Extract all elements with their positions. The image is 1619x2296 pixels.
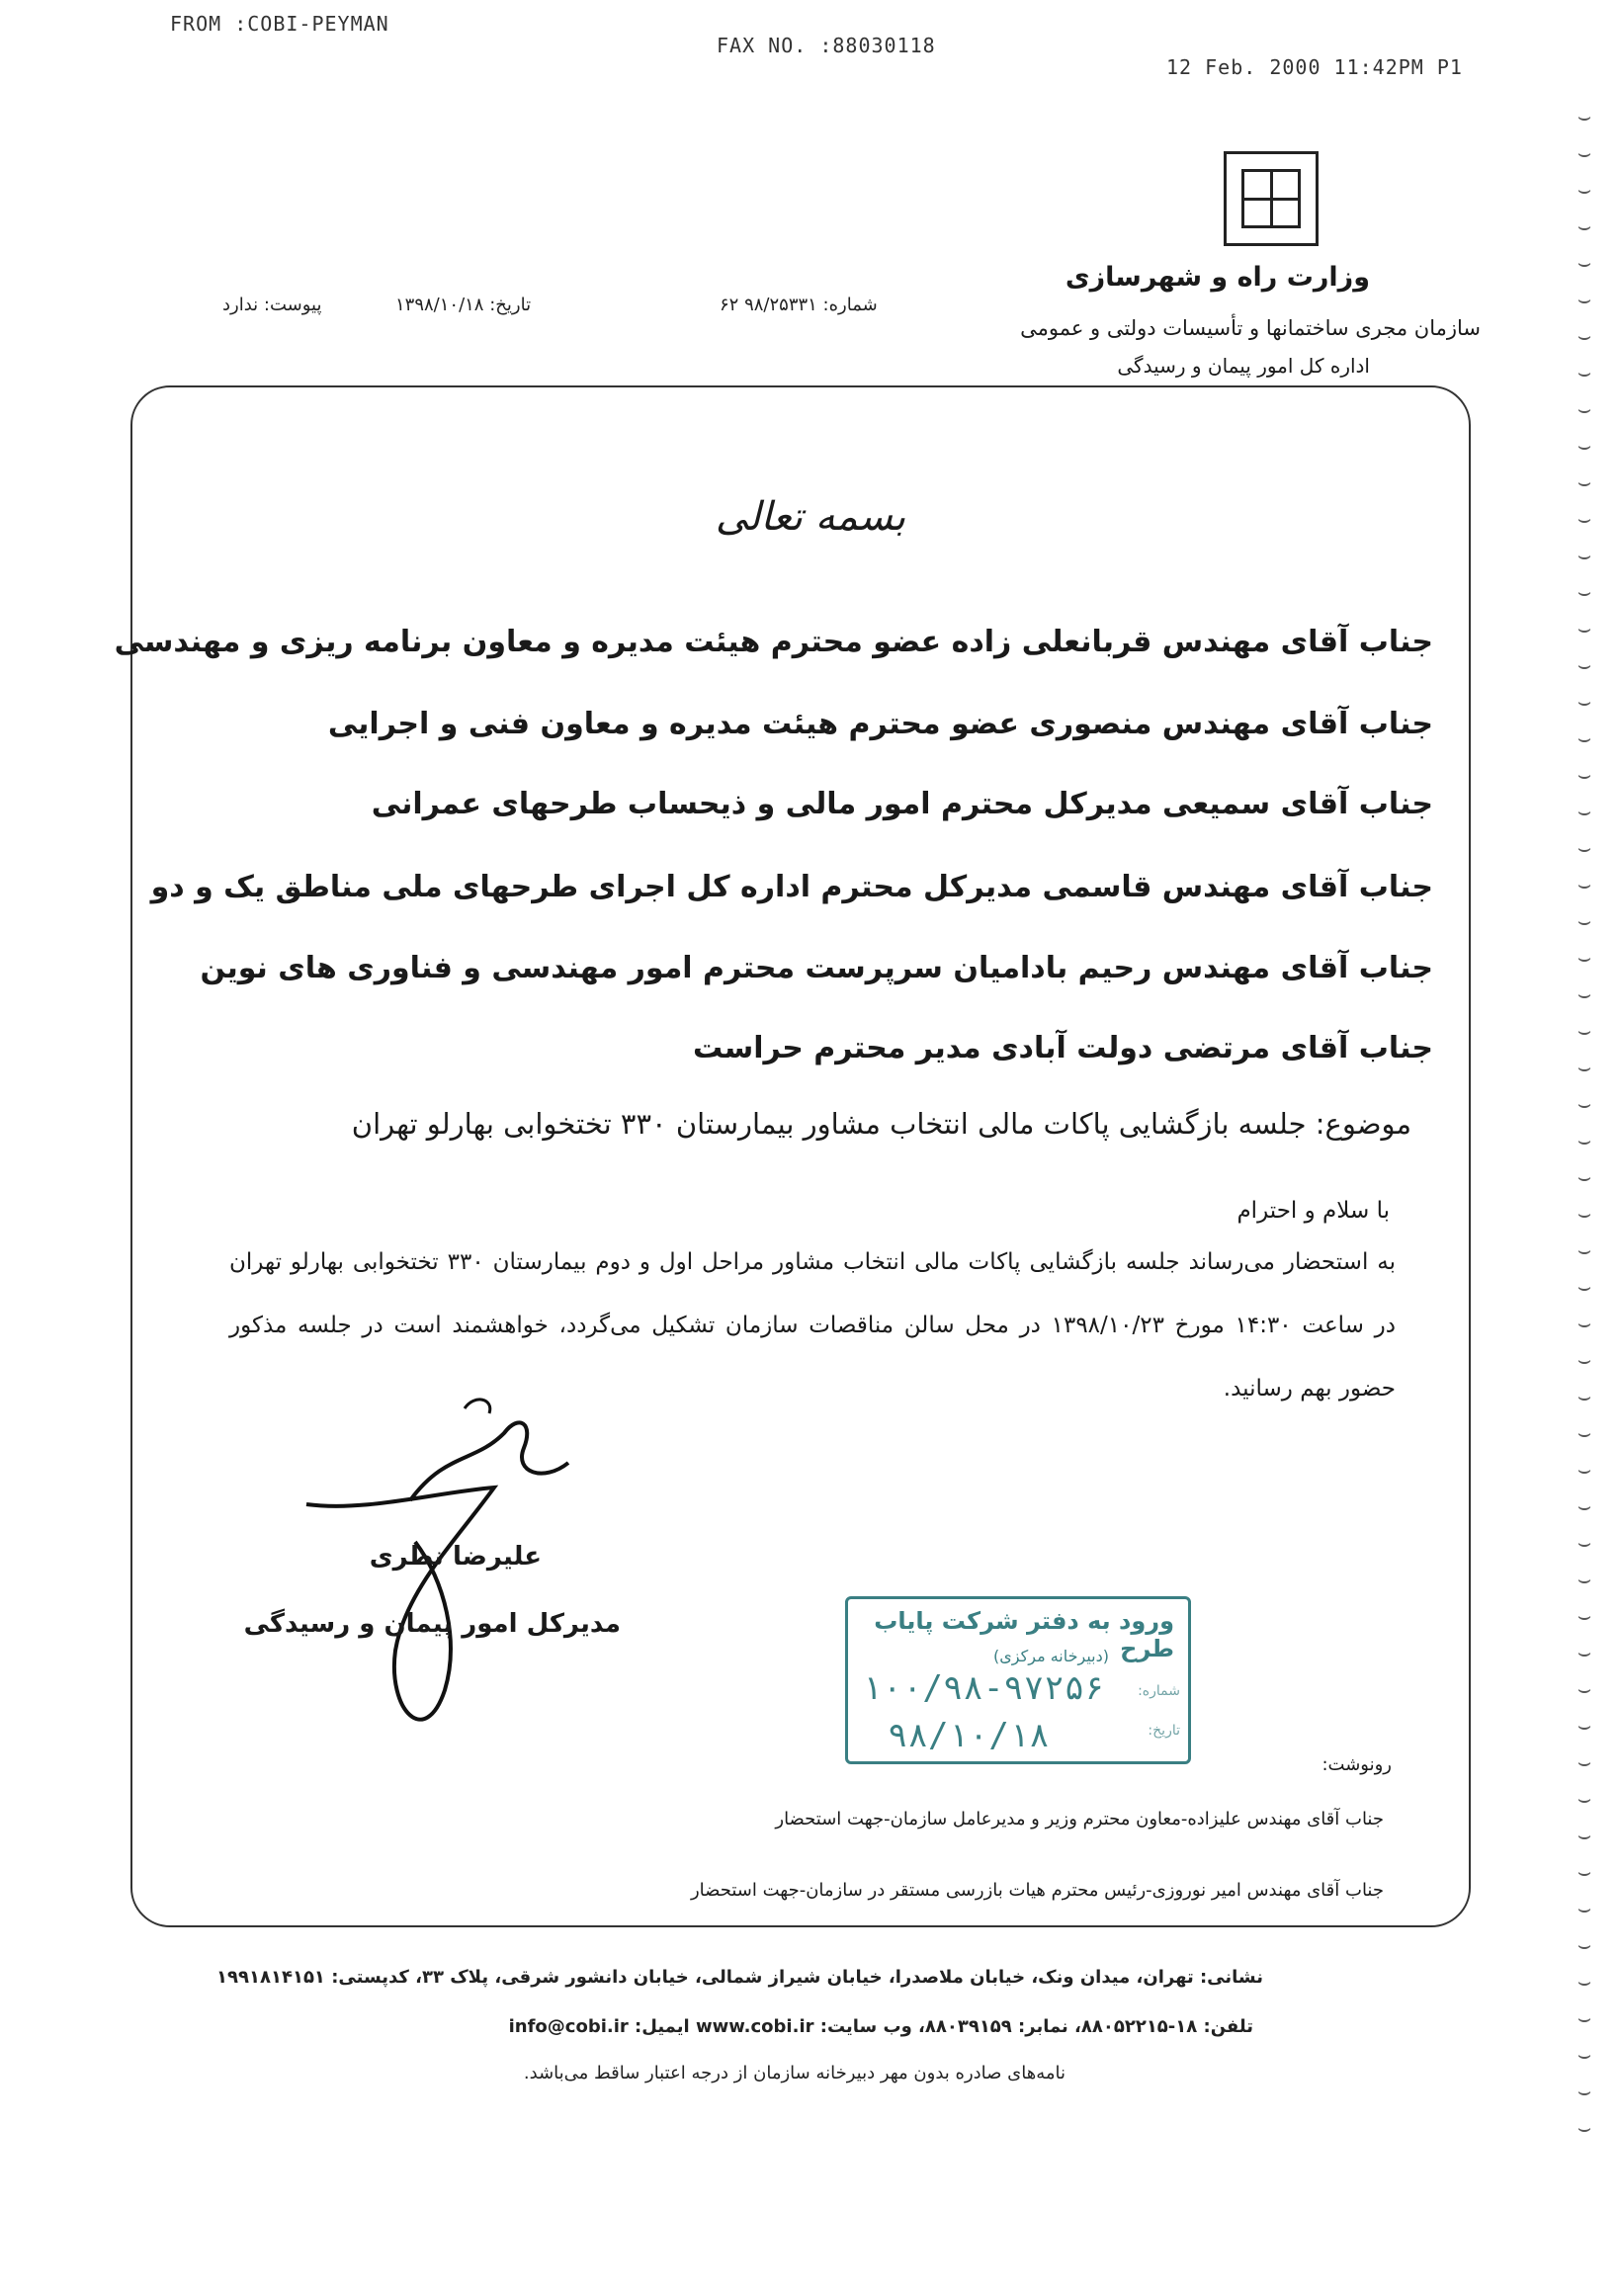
cc-item: جناب آقای مهندس علیزاده-معاون محترم وزیر و مدیرعامل سازمان-جهت استحضار: [775, 1809, 1384, 1829]
fax-timestamp: 12 Feb. 2000 11:42PM P1: [1166, 55, 1463, 79]
ministry-name: وزارت راه و شهرسازی: [1065, 262, 1370, 293]
signatory-title: مدیرکل امور پیمان و رسیدگی: [243, 1609, 621, 1639]
signatory-name: علیرضا نظری: [369, 1542, 542, 1572]
addressee-line: جناب آقای مهندس قاسمی مدیرکل محترم اداره کل اجرای طرحهای ملی مناطق یک و دو: [150, 870, 1433, 904]
fax-edge-marks: ⌣ ⌣ ⌣ ⌣ ⌣ ⌣ ⌣ ⌣ ⌣ ⌣ ⌣ ⌣ ⌣ ⌣ ⌣ ⌣ ⌣ ⌣ ⌣ ⌣ ⌣ ⌣ ⌣ ⌣ ⌣ ⌣ ⌣ ⌣ ⌣ ⌣ ⌣ ⌣ ⌣ ⌣ ⌣ ⌣ ⌣ ⌣ ⌣ ⌣ ⌣ ⌣ ⌣ ⌣ ⌣ ⌣ ⌣ ⌣ ⌣ ⌣ ⌣ ⌣ ⌣ ⌣ ⌣ ⌣: [1576, 105, 1592, 2141]
stamp-number: ۱۰۰/۹۸-۹۷۲۵۶: [862, 1668, 1105, 1708]
received-stamp: [845, 1596, 1191, 1764]
cc-item: جناب آقای مهندس امیر نوروزی-رئیس محترم هیات بازرسی مستقر در سازمان-جهت استحضار: [690, 1880, 1384, 1901]
organization-name: سازمان مجری ساختمانها و تأسیسات دولتی و عمومی: [1020, 316, 1481, 340]
letter-body: به استحضار می‌رساند جلسه بازگشایی پاکات مالی انتخاب مشاور مراحل اول و دوم بیمارستان ۳۳۰ تختخوابی بهارلو تهران در ساعت ۱۴:۳۰ مورخ ۱۳۹۸/۱۰/۲۳ در محل سالن مناقصات سازمان تشکیل می‌گردد، خواهشمند است در جلسه مذکور حضور بهم رسانید.: [229, 1249, 1396, 1402]
fax-number: FAX NO. :88030118: [717, 34, 936, 57]
fax-sender: FROM :COBI-PEYMAN: [170, 12, 389, 36]
addressee-line: جناب آقای سمیعی مدیرکل محترم امور مالی و ذیحساب طرحهای عمرانی: [371, 787, 1433, 821]
stamp-date-label: تاریخ:: [1148, 1723, 1180, 1739]
letter-greeting: با سلام و احترام: [1236, 1198, 1390, 1224]
stamp-subtitle: (دبیرخانه مرکزی): [993, 1647, 1109, 1665]
handwritten-signature: [297, 1394, 613, 1749]
stamp-date: ۹۸/۱۰/۱۸: [888, 1716, 1050, 1755]
addressee-line: جناب آقای مهندس منصوری عضو محترم هیئت مدیره و معاون فنی و اجرایی: [327, 707, 1433, 741]
stamp-number-label: شماره:: [1138, 1683, 1180, 1699]
footer-address: نشانی: تهران، میدان ونک، خیابان ملاصدرا، خیابان شیراز شمالی، خیابان دانشور شرقی، پلاک ۳۳، کدپستی: ۱۹۹۱۸۱۴۱۵۱: [216, 1967, 1263, 1988]
letter-number: شماره: ۹۸/۲۵۳۳۱ ۶۲: [720, 295, 878, 315]
footer-contact: تلفن: ۱۸-۸۸۰۵۲۲۱۵، نمابر: ۸۸۰۳۹۱۵۹، وب سایت: www.cobi.ir ایمیل: info@cobi.ir: [508, 2016, 1253, 2037]
department-name: اداره کل امور پیمان و رسیدگی: [1117, 354, 1370, 378]
addressee-line: جناب آقای مهندس قربانعلی زاده عضو محترم هیئت مدیره و معاون برنامه ریزی و مهندسی: [114, 625, 1433, 659]
stamp-title: ورود به دفتر شرکت پایاب طرح: [874, 1607, 1174, 1662]
letter-subject: موضوع: جلسه بازگشایی پاکات مالی انتخاب مشاور بیمارستان ۳۳۰ تختخوابی بهارلو تهران: [351, 1107, 1411, 1141]
letter-date: تاریخ: ۱۳۹۸/۱۰/۱۸: [395, 295, 532, 315]
cc-label: رونوشت:: [1321, 1754, 1392, 1775]
bismillah-heading: بسمه تعالی: [715, 494, 906, 540]
ministry-logo: [1224, 151, 1319, 246]
letter-attachment: پیوست: ندارد: [222, 295, 322, 315]
addressee-line: جناب آقای مهندس رحیم بادامیان سرپرست محترم امور مهندسی و فناوری های نوین: [200, 951, 1433, 985]
footer-note: نامه‌های صادره بدون مهر دبیرخانه سازمان از درجه اعتبار ساقط می‌باشد.: [523, 2063, 1065, 2083]
addressee-line: جناب آقای مرتضی دولت آبادی مدیر محترم حراست: [692, 1031, 1433, 1065]
